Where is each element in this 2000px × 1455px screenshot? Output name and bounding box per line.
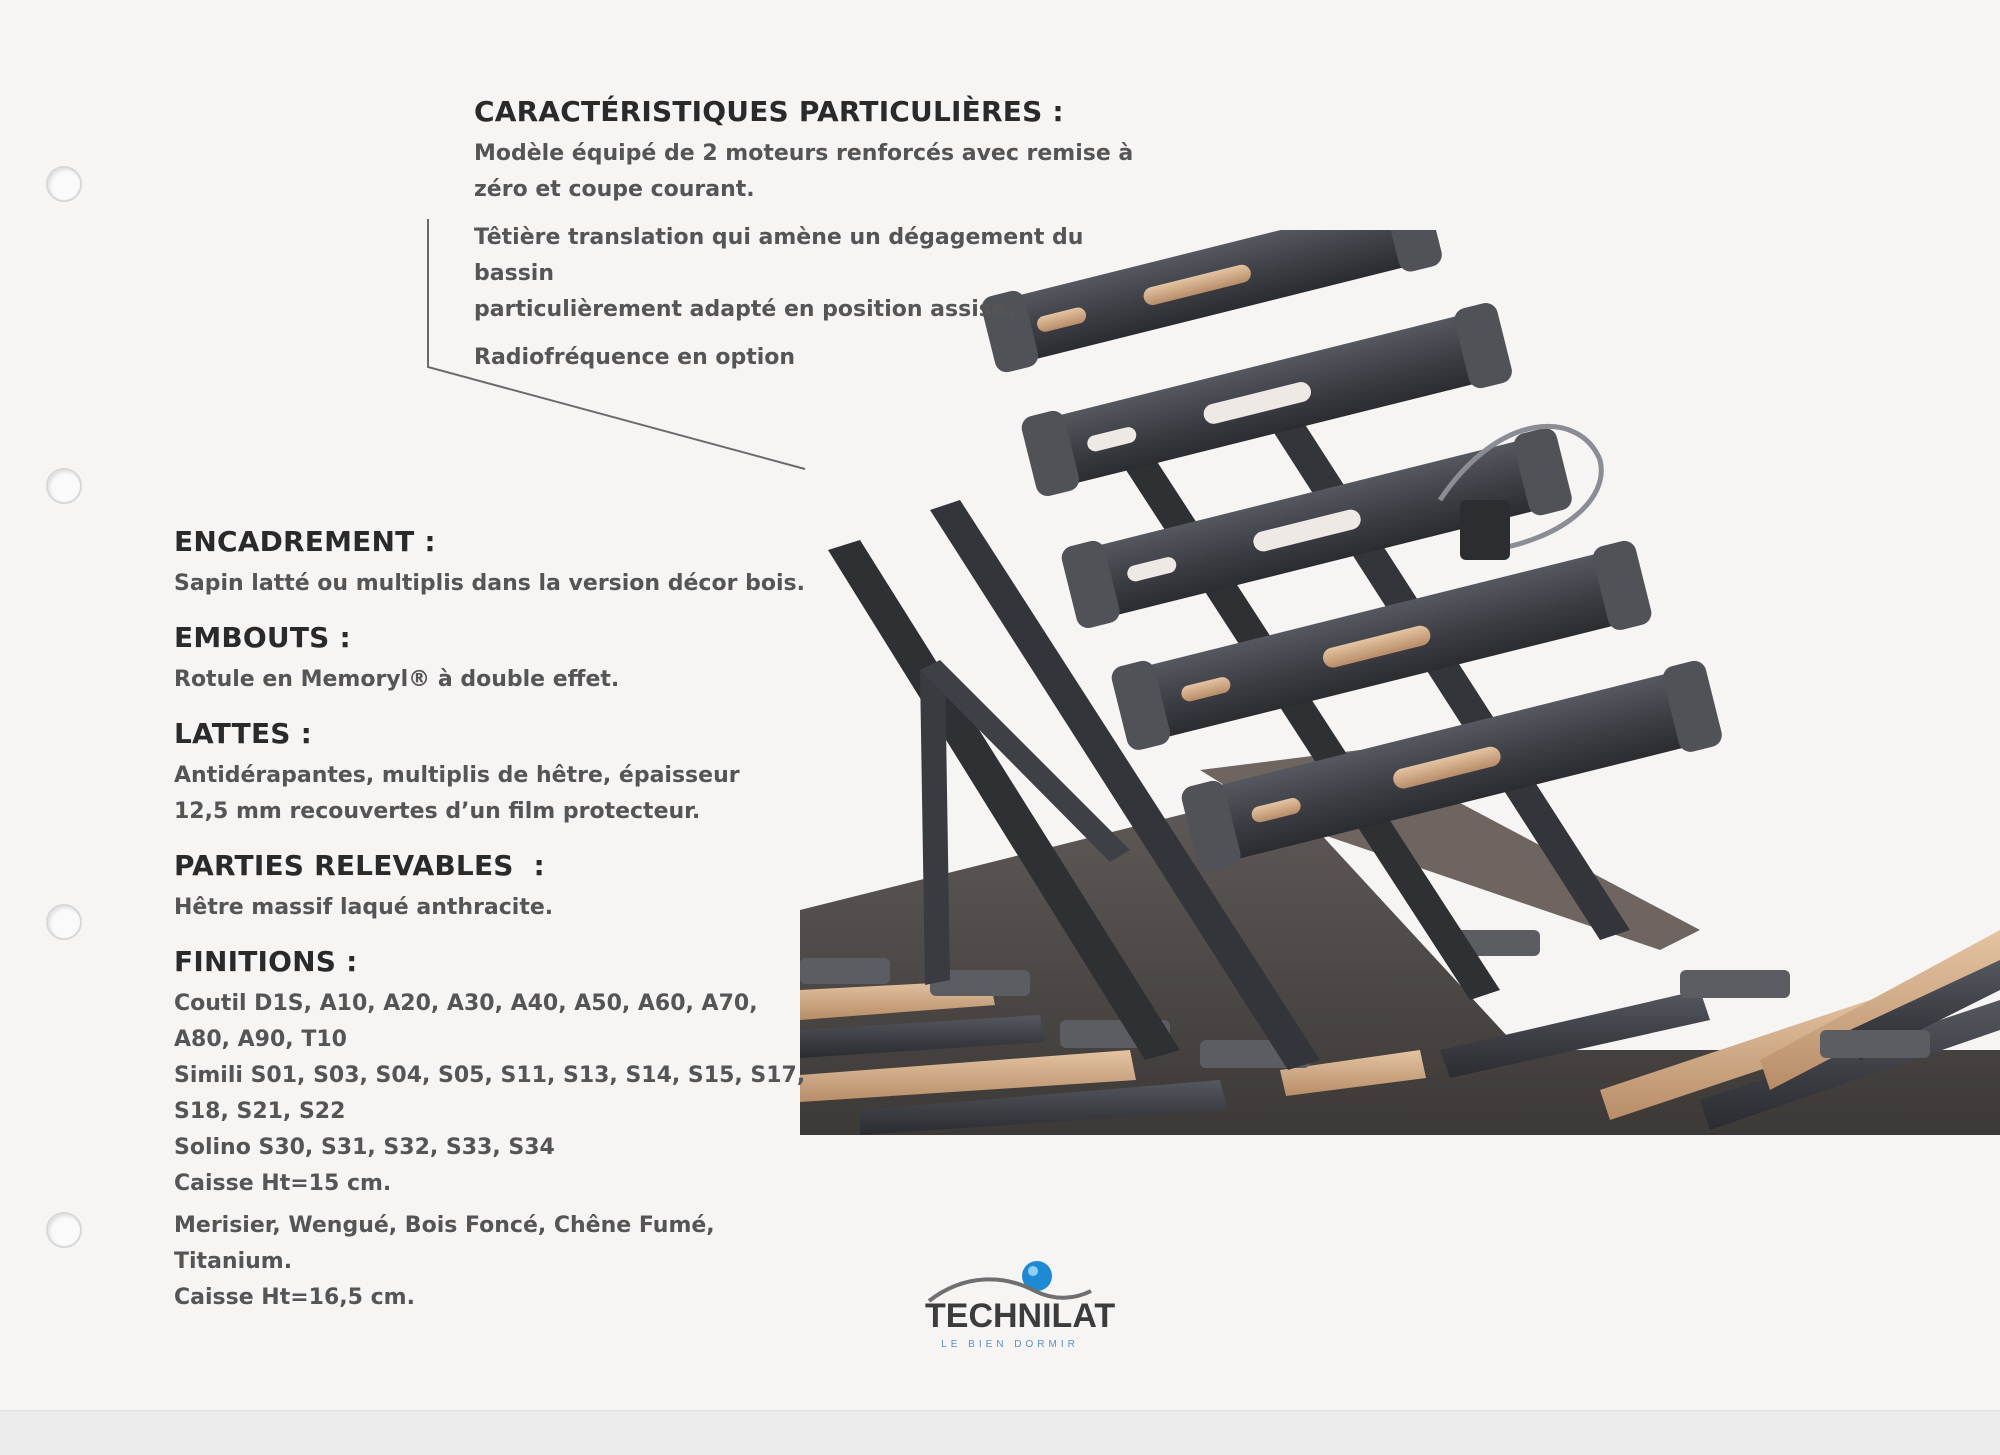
encadrement-text: Sapin latté ou multiplis dans la version décor bois. [174, 571, 805, 596]
punch-hole [46, 166, 82, 202]
characteristics-heading: CARACTÉRISTIQUES PARTICULIÈRES : [474, 95, 1064, 128]
finitions-heading: FINITIONS : [174, 945, 358, 978]
parties-relevables-heading: PARTIES RELEVABLES : [174, 849, 545, 882]
punch-hole [46, 468, 82, 504]
characteristics-section [474, 94, 1154, 376]
punch-hole [46, 904, 82, 940]
embouts-heading: EMBOUTS : [174, 621, 351, 654]
finitions-line: A80, A90, T10 [174, 1027, 347, 1052]
encadrement-section [174, 524, 814, 602]
characteristics-line: Radiofréquence en option [474, 345, 796, 370]
parties-relevables-section [174, 848, 814, 926]
finitions-line: Titanium. [174, 1249, 293, 1274]
technilat-logo [925, 1255, 1116, 1355]
finitions-line: Coutil D1S, A10, A20, A30, A40, A50, A60, A70, [174, 991, 758, 1016]
finitions-line: Caisse Ht=16,5 cm. [174, 1285, 415, 1310]
embouts-text: Rotule en Memoryl® à double effet. [174, 667, 620, 692]
lattes-section [174, 716, 814, 830]
characteristics-text [474, 136, 1154, 376]
finitions-section [174, 944, 834, 1316]
finitions-line: Caisse Ht=15 cm. [174, 1171, 392, 1196]
finitions-line: Simili S01, S03, S04, S05, S11, S13, S14, S15, S17, [174, 1063, 806, 1088]
characteristics-line: particulièrement adapté en position assise. [474, 297, 1016, 322]
characteristics-line: Modèle équipé de 2 moteurs renforcés avec remise à [474, 141, 1134, 166]
characteristics-line: zéro et coupe courant. [474, 177, 755, 202]
logo-brand-name: TECHNILAT [925, 1297, 1116, 1335]
embouts-section [174, 620, 814, 698]
finitions-line: Solino S30, S31, S32, S33, S34 [174, 1135, 555, 1160]
parties-relevables-text: Hêtre massif laqué anthracite. [174, 895, 554, 920]
page-bottom-edge [0, 1410, 2000, 1455]
lattes-heading: LATTES : [174, 717, 313, 750]
finitions-line: S18, S21, S22 [174, 1099, 346, 1124]
finitions-line: Merisier, Wengué, Bois Foncé, Chêne Fumé, [174, 1213, 715, 1238]
encadrement-heading: ENCADREMENT : [174, 525, 436, 558]
characteristics-line: Têtière translation qui amène un dégagement du bassin [474, 225, 1084, 286]
lattes-text-line: Antidérapantes, multiplis de hêtre, épaisseur [174, 763, 740, 788]
lattes-text-line: 12,5 mm recouvertes d’un film protecteur. [174, 799, 701, 824]
logo-tagline: LE BIEN DORMIR [941, 1339, 1079, 1350]
punch-hole [46, 1212, 82, 1248]
